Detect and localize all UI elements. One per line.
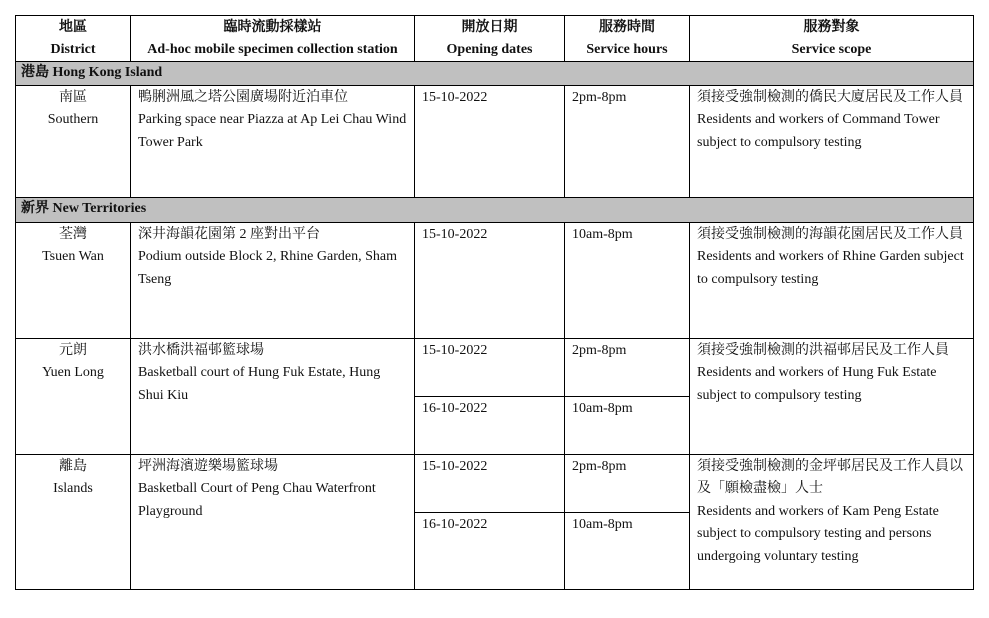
station-cell <box>131 222 415 338</box>
station-en: Basketball court of Hung Fuk Estate, Hung Shui Kiu <box>138 365 381 403</box>
section-title-zh: 新界 <box>21 200 49 216</box>
scope-en: Residents and workers of Hung Fuk Estate subject to compulsory testing <box>697 365 937 403</box>
hours-cell: 2pm-8pm <box>565 454 690 512</box>
district-cell <box>16 454 131 589</box>
header-en: Service scope <box>791 41 872 57</box>
section-row-hong-kong-island <box>16 62 974 86</box>
district-cell <box>16 338 131 454</box>
station-en: Basketball Court of Peng Chau Waterfront Playground <box>138 481 376 519</box>
hours-cell: 10am-8pm <box>565 222 690 338</box>
station-en: Podium outside Block 2, Rhine Garden, Sham Tseng <box>138 249 397 287</box>
header-zh: 地區 <box>59 19 87 35</box>
hours-cell: 10am-8pm <box>565 512 690 589</box>
header-scope <box>690 16 974 62</box>
header-row <box>16 16 974 62</box>
section-row-new-territories <box>16 197 974 222</box>
scope-en: Residents and workers of Rhine Garden subject to compulsory testing <box>697 249 964 287</box>
date-cell: 15-10-2022 <box>415 222 565 338</box>
district-en: Tsuen Wan <box>42 249 104 264</box>
header-district <box>16 16 131 62</box>
scope-zh: 須接受強制檢測的金坪邨居民及工作人員以及「願檢盡檢」人士 <box>697 458 963 496</box>
scope-cell <box>690 222 974 338</box>
scope-en: Residents and workers of Kam Peng Estate subject to compulsory testing and persons undergoing voluntary testing <box>697 503 939 564</box>
section-title-en: New Territories <box>52 200 147 216</box>
station-en: Parking space near Piazza at Ap Lei Chau Wind Tower Park <box>138 112 407 150</box>
section-title-zh: 港島 <box>21 65 49 80</box>
header-zh: 臨時流動採樣站 <box>223 19 322 35</box>
station-zh: 深井海韻花園第 2 座對出平台 <box>138 226 320 242</box>
header-zh: 服務對象 <box>803 19 860 35</box>
header-en: Opening dates <box>446 41 533 57</box>
scope-zh: 須接受強制檢測的海韻花園居民及工作人員 <box>697 226 963 242</box>
hours-cell: 2pm-8pm <box>565 85 690 197</box>
hours-cell: 10am-8pm <box>565 396 690 454</box>
table-row-yuen-long <box>16 338 974 396</box>
station-cell <box>131 85 415 197</box>
header-dates <box>415 16 565 62</box>
scope-cell <box>690 338 974 454</box>
station-zh: 鴨脷洲風之塔公園廣場附近泊車位 <box>138 89 348 105</box>
testing-stations-table <box>15 15 974 590</box>
district-zh: 荃灣 <box>59 226 87 242</box>
scope-zh: 須接受強制檢測的僑民大廈居民及工作人員 <box>697 89 963 105</box>
district-en: Southern <box>47 112 99 127</box>
scope-cell <box>690 454 974 589</box>
station-zh: 坪洲海濱遊樂場籃球場 <box>138 458 278 474</box>
date-cell: 15-10-2022 <box>415 338 565 396</box>
station-cell <box>131 338 415 454</box>
district-zh: 元朗 <box>59 342 87 358</box>
header-en: District <box>50 41 96 57</box>
header-zh: 服務時間 <box>599 19 655 35</box>
table-row-islands <box>16 454 974 512</box>
section-title-en: Hong Kong Island <box>52 65 163 80</box>
district-cell <box>16 222 131 338</box>
header-en: Ad-hoc mobile specimen collection station <box>147 41 398 57</box>
district-en: Islands <box>53 481 93 496</box>
date-cell: 15-10-2022 <box>415 85 565 197</box>
header-station <box>131 16 415 62</box>
district-zh: 離島 <box>59 458 87 474</box>
date-cell: 16-10-2022 <box>415 512 565 589</box>
date-cell: 16-10-2022 <box>415 396 565 454</box>
station-cell <box>131 454 415 589</box>
district-zh: 南區 <box>59 89 87 105</box>
station-zh: 洪水橋洪福邨籃球場 <box>138 342 264 358</box>
scope-cell <box>690 85 974 197</box>
table-row-southern <box>16 85 974 197</box>
date-cell: 15-10-2022 <box>415 454 565 512</box>
scope-zh: 須接受強制檢測的洪福邨居民及工作人員 <box>697 342 949 358</box>
table-row-tsuen-wan <box>16 222 974 338</box>
header-en: Service hours <box>586 41 668 57</box>
scope-en: Residents and workers of Command Tower subject to compulsory testing <box>697 112 940 150</box>
header-zh: 開放日期 <box>461 19 518 35</box>
hours-cell: 2pm-8pm <box>565 338 690 396</box>
district-cell <box>16 85 131 197</box>
district-en: Yuen Long <box>42 365 104 380</box>
header-hours <box>565 16 690 62</box>
